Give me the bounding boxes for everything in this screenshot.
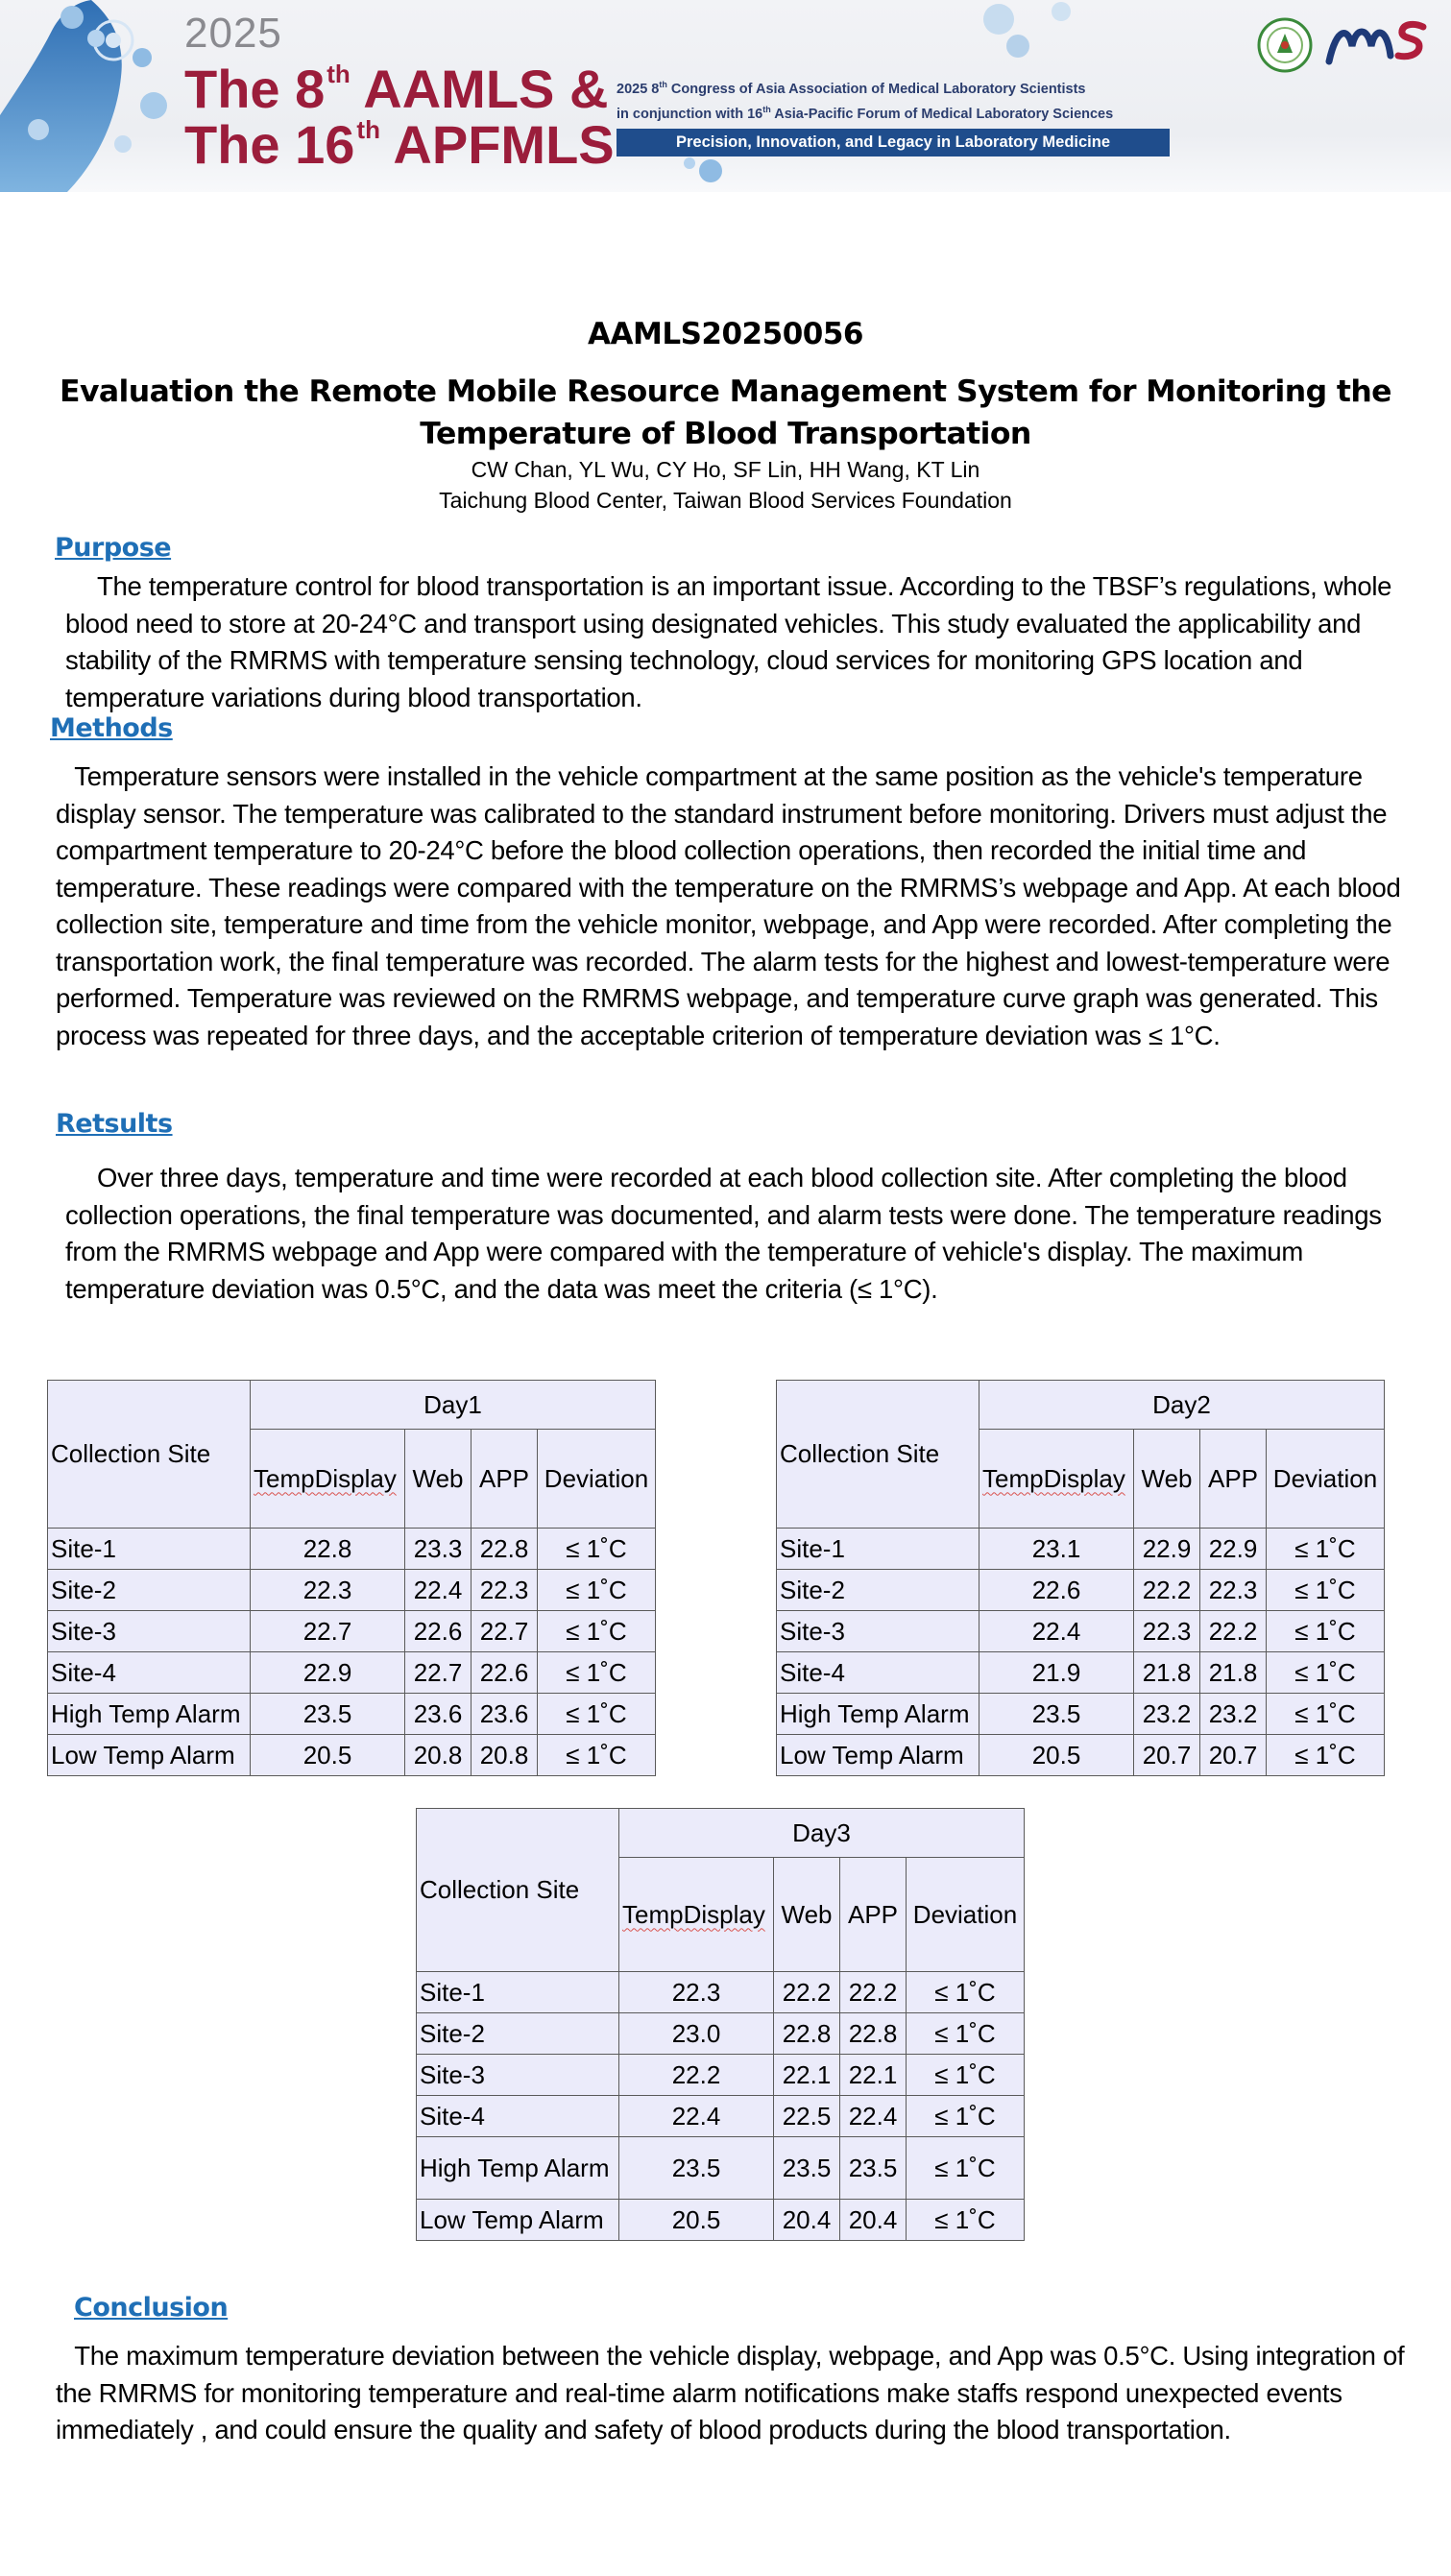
- cell-app: 22.8: [840, 2013, 907, 2055]
- cell-deviation: ≤ 1˚C: [1267, 1694, 1385, 1735]
- page-title: Evaluation the Remote Mobile Resource Management System for Monitoring the Temperature of Blood Transportation: [60, 374, 1391, 451]
- cell-web: 23.5: [774, 2137, 840, 2200]
- col-header-app: APP: [840, 1858, 907, 1972]
- table-row: [417, 2013, 1025, 2055]
- cell-site: Low Temp Alarm: [48, 1735, 251, 1776]
- cell-app: 22.3: [1200, 1570, 1267, 1611]
- cell-deviation: ≤ 1˚C: [1267, 1570, 1385, 1611]
- cell-deviation: ≤ 1˚C: [907, 2096, 1025, 2137]
- cell-app: 20.7: [1200, 1735, 1267, 1776]
- cell-tempdisplay: 20.5: [619, 2200, 774, 2241]
- cell-app: 23.6: [472, 1694, 538, 1735]
- cell-site: High Temp Alarm: [417, 2137, 619, 2200]
- cell-deviation: ≤ 1˚C: [1267, 1652, 1385, 1694]
- cell-site: Site-4: [48, 1652, 251, 1694]
- ams-logo-icon: [1323, 17, 1429, 70]
- cell-tempdisplay: 20.5: [979, 1735, 1134, 1776]
- cell-site: High Temp Alarm: [777, 1694, 979, 1735]
- cell-app: 22.4: [840, 2096, 907, 2137]
- banner-line-aamls: The 8th AAMLS &: [184, 59, 609, 119]
- cell-deviation: ≤ 1˚C: [1267, 1529, 1385, 1570]
- cell-site: Low Temp Alarm: [417, 2200, 619, 2241]
- cell-site: Site-2: [417, 2013, 619, 2055]
- cell-app: 22.9: [1200, 1529, 1267, 1570]
- table-row: [48, 1652, 656, 1694]
- col-header-collection-site: Collection Site: [417, 1809, 619, 1972]
- table-row: [777, 1529, 1385, 1570]
- table-row: [48, 1570, 656, 1611]
- methods-heading: Methods: [50, 713, 173, 743]
- cell-deviation: ≤ 1˚C: [538, 1529, 656, 1570]
- cell-app: 20.8: [472, 1735, 538, 1776]
- table-row: [777, 1570, 1385, 1611]
- cell-tempdisplay: 21.9: [979, 1652, 1134, 1694]
- banner-line-apfmls: The 16th APFMLS: [184, 114, 615, 175]
- cell-web: 20.4: [774, 2200, 840, 2241]
- table-day3: [416, 1808, 1025, 2241]
- cell-app: 21.8: [1200, 1652, 1267, 1694]
- purpose-heading: Purpose: [55, 533, 172, 563]
- cell-site: Site-2: [48, 1570, 251, 1611]
- table-row: [48, 1529, 656, 1570]
- cell-site: Site-1: [417, 1972, 619, 2013]
- cell-web: 22.4: [405, 1570, 472, 1611]
- cell-site: High Temp Alarm: [48, 1694, 251, 1735]
- cell-tempdisplay: 22.3: [251, 1570, 405, 1611]
- conference-banner: [0, 0, 1451, 192]
- results-heading: Retsults: [56, 1109, 173, 1139]
- cell-tempdisplay: 22.8: [251, 1529, 405, 1570]
- col-header-collection-site: Collection Site: [777, 1381, 979, 1529]
- cell-web: 22.9: [1134, 1529, 1200, 1570]
- table-row: [417, 2055, 1025, 2096]
- cell-app: 23.2: [1200, 1694, 1267, 1735]
- cell-app: 22.2: [1200, 1611, 1267, 1652]
- cell-web: 22.7: [405, 1652, 472, 1694]
- col-header-app: APP: [472, 1430, 538, 1529]
- table-row: [777, 1694, 1385, 1735]
- cell-app: 22.3: [472, 1570, 538, 1611]
- table-row: [48, 1694, 656, 1735]
- cell-tempdisplay: 23.5: [619, 2137, 774, 2200]
- cell-tempdisplay: 22.4: [979, 1611, 1134, 1652]
- col-header-web: Web: [774, 1858, 840, 1972]
- cell-site: Site-4: [777, 1652, 979, 1694]
- cell-app: 22.8: [472, 1529, 538, 1570]
- cell-tempdisplay: 22.6: [979, 1570, 1134, 1611]
- cell-site: Site-3: [417, 2055, 619, 2096]
- cell-site: Low Temp Alarm: [777, 1735, 979, 1776]
- table-row: [777, 1611, 1385, 1652]
- cell-deviation: ≤ 1˚C: [538, 1735, 656, 1776]
- col-header-web: Web: [405, 1430, 472, 1529]
- cell-tempdisplay: 22.7: [251, 1611, 405, 1652]
- table-row: [417, 1972, 1025, 2013]
- table-row: [417, 2096, 1025, 2137]
- cell-tempdisplay: 22.3: [619, 1972, 774, 2013]
- col-header-tempdisplay: TempDisplay: [979, 1430, 1134, 1529]
- cell-web: 23.2: [1134, 1694, 1200, 1735]
- cell-site: Site-1: [48, 1529, 251, 1570]
- cell-web: 23.3: [405, 1529, 472, 1570]
- table-day-label: Day1: [251, 1381, 656, 1430]
- results-text: Over three days, temperature and time were recorded at each blood collection site. After completing the blood collection operations, the final temperature was documented, and alarm tests were done. The temperature readings from the RMRMS webpage and App were compared with the temperature of vehicle's display. The maximum temperature deviation was 0.5°C, and the data was meet the criteria (≤ 1°C).: [65, 1163, 1382, 1304]
- cell-tempdisplay: 23.5: [251, 1694, 405, 1735]
- conclusion-text: The maximum temperature deviation between the vehicle display, webpage, and App was 0.5°C. Using integration of the RMRMS for monitoring temperature and real-time alarm notifications make staffs respond unexpected events immediately , and could ensure the quality and safety of blood products during the blood transportation.: [56, 2341, 1405, 2444]
- cell-web: 22.5: [774, 2096, 840, 2137]
- cell-site: Site-3: [48, 1611, 251, 1652]
- cell-app: 22.2: [840, 1972, 907, 2013]
- cell-tempdisplay: 22.9: [251, 1652, 405, 1694]
- abstract-id: AAMLS20250056: [588, 317, 863, 351]
- cell-app: 23.5: [840, 2137, 907, 2200]
- cell-web: 22.6: [405, 1611, 472, 1652]
- cell-deviation: ≤ 1˚C: [907, 2200, 1025, 2241]
- cell-site: Site-3: [777, 1611, 979, 1652]
- author-block: [0, 454, 1451, 516]
- col-header-deviation: Deviation: [1267, 1430, 1385, 1529]
- col-header-app: APP: [1200, 1430, 1267, 1529]
- table-row: [417, 2137, 1025, 2200]
- cell-web: 22.2: [1134, 1570, 1200, 1611]
- table-row: [48, 1735, 656, 1776]
- cell-tempdisplay: 23.0: [619, 2013, 774, 2055]
- cell-deviation: ≤ 1˚C: [538, 1570, 656, 1611]
- cell-tempdisplay: 23.5: [979, 1694, 1134, 1735]
- cell-web: 22.1: [774, 2055, 840, 2096]
- table-day-label: Day3: [619, 1809, 1025, 1858]
- cell-deviation: ≤ 1˚C: [907, 2137, 1025, 2200]
- cell-tempdisplay: 23.1: [979, 1529, 1134, 1570]
- table-row: [48, 1611, 656, 1652]
- cell-app: 20.4: [840, 2200, 907, 2241]
- col-header-deviation: Deviation: [907, 1858, 1025, 1972]
- col-header-collection-site: Collection Site: [48, 1381, 251, 1529]
- table-row: [777, 1735, 1385, 1776]
- cell-deviation: ≤ 1˚C: [1267, 1611, 1385, 1652]
- purpose-text: The temperature control for blood transportation is an important issue. According to the TBSF’s regulations, whole blood need to store at 20-24°C and transport using designated vehicles. This study evaluated the applicability and stability of the RMRMS with temperature sensing technology, cloud services for monitoring GPS location and temperature variations during blood transportation.: [65, 571, 1392, 712]
- cell-web: 21.8: [1134, 1652, 1200, 1694]
- cell-web: 20.8: [405, 1735, 472, 1776]
- association-emblem-icon: [1256, 16, 1314, 74]
- banner-tagline: Precision, Innovation, and Legacy in Laboratory Medicine: [617, 129, 1170, 156]
- affiliation: Taichung Blood Center, Taiwan Blood Services Foundation: [439, 488, 1012, 513]
- cell-web: 23.6: [405, 1694, 472, 1735]
- banner-congress-text: 2025 8th Congress of Asia Association of Medical Laboratory Scientists in conjunction with 16th Asia-Pacific Forum of Medical Laboratory Sciences: [617, 80, 1114, 122]
- cell-deviation: ≤ 1˚C: [907, 2055, 1025, 2096]
- authors: CW Chan, YL Wu, CY Ho, SF Lin, HH Wang, KT Lin: [471, 457, 980, 482]
- table-row: [417, 2200, 1025, 2241]
- table-day2: [776, 1380, 1385, 1776]
- cell-web: 22.3: [1134, 1611, 1200, 1652]
- table-day-label: Day2: [979, 1381, 1385, 1430]
- cell-tempdisplay: 22.4: [619, 2096, 774, 2137]
- cell-app: 22.6: [472, 1652, 538, 1694]
- cell-deviation: ≤ 1˚C: [538, 1652, 656, 1694]
- cell-app: 22.1: [840, 2055, 907, 2096]
- banner-year: 2025: [184, 10, 282, 57]
- cell-deviation: ≤ 1˚C: [538, 1611, 656, 1652]
- col-header-tempdisplay: TempDisplay: [251, 1430, 405, 1529]
- cell-web: 22.2: [774, 1972, 840, 2013]
- col-header-deviation: Deviation: [538, 1430, 656, 1529]
- cell-deviation: ≤ 1˚C: [1267, 1735, 1385, 1776]
- conclusion-heading: Conclusion: [74, 2293, 229, 2323]
- cell-deviation: ≤ 1˚C: [907, 2013, 1025, 2055]
- cell-deviation: ≤ 1˚C: [907, 1972, 1025, 2013]
- col-header-web: Web: [1134, 1430, 1200, 1529]
- cell-deviation: ≤ 1˚C: [538, 1694, 656, 1735]
- col-header-tempdisplay: TempDisplay: [619, 1858, 774, 1972]
- table-day1: [47, 1380, 656, 1776]
- methods-text: Temperature sensors were installed in the vehicle compartment at the same position as the vehicle's temperature display sensor. The temperature was calibrated to the standard instrument before monitoring. Drivers must adjust the compartment temperature to 20-24°C before the blood collection operations, then recorded the initial time and temperature. These readings were compared with the temperature on the RMRMS’s webpage and App. At each blood collection site, temperature and time from the vehicle monitor, webpage, and App were recorded. After completing the transportation work, the final temperature was recorded. The alarm tests for the highest and lowest-temperature were performed. Temperature was reviewed on the RMRMS webpage, and temperature curve graph was generated. This process was repeated for three days, and the acceptable criterion of temperature deviation was ≤ 1°C.: [56, 761, 1401, 1050]
- cell-tempdisplay: 20.5: [251, 1735, 405, 1776]
- cell-site: Site-2: [777, 1570, 979, 1611]
- cell-site: Site-4: [417, 2096, 619, 2137]
- cell-app: 22.7: [472, 1611, 538, 1652]
- cell-tempdisplay: 22.2: [619, 2055, 774, 2096]
- cell-site: Site-1: [777, 1529, 979, 1570]
- cell-web: 20.7: [1134, 1735, 1200, 1776]
- table-row: [777, 1652, 1385, 1694]
- cell-web: 22.8: [774, 2013, 840, 2055]
